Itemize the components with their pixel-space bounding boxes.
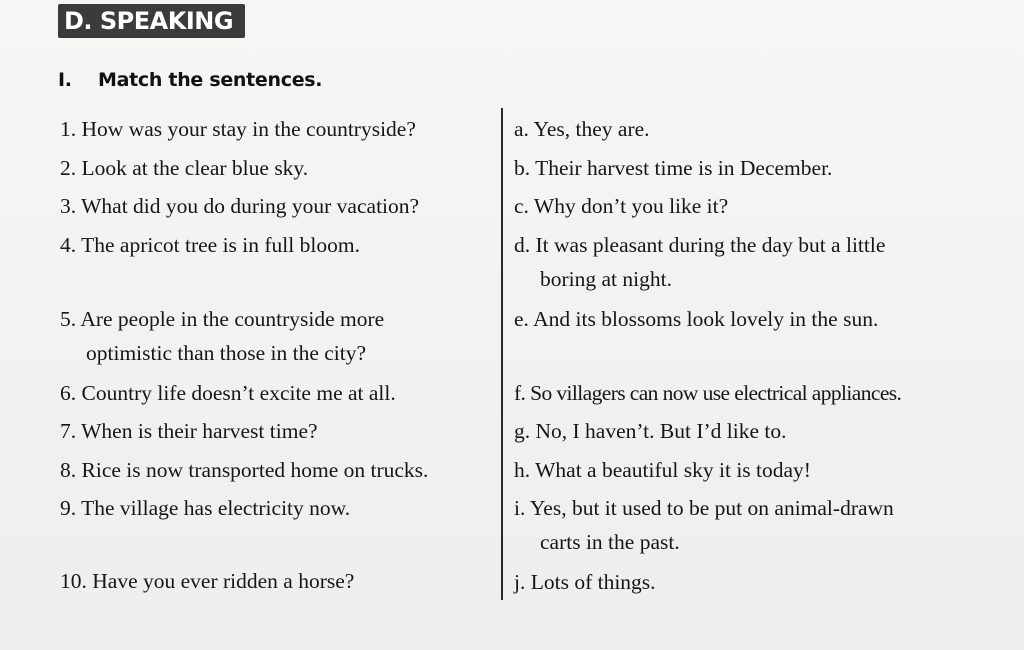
question-item bbox=[60, 151, 498, 190]
answer-item bbox=[514, 453, 954, 492]
question-item bbox=[60, 228, 498, 302]
question-item bbox=[60, 491, 498, 530]
question-text: 7. When is their harvest time? bbox=[60, 419, 318, 443]
answer-text-continued: carts in the past. bbox=[540, 530, 680, 554]
task-text: Match the sentences. bbox=[98, 69, 323, 91]
answer-item bbox=[514, 565, 954, 604]
question-text: 6. Country life doesn’t excite me at all. bbox=[60, 380, 396, 405]
question-text: 4. The apricot tree is in full bloom. bbox=[60, 232, 360, 257]
column-divider bbox=[501, 108, 503, 600]
questions-column bbox=[60, 112, 498, 602]
question-item bbox=[60, 376, 498, 415]
answer-text: f. So villagers can now use electrical appliances. bbox=[514, 380, 902, 405]
answer-text: i. Yes, but it used to be put on animal-drawn bbox=[514, 496, 894, 520]
answer-item bbox=[514, 302, 954, 376]
answer-item bbox=[514, 151, 954, 190]
question-text: 2. Look at the clear blue sky. bbox=[60, 155, 309, 180]
question-text: 10. Have you ever ridden a horse? bbox=[60, 568, 355, 593]
answers-column bbox=[514, 112, 954, 604]
question-text: 8. Rice is now transported home on trucks. bbox=[60, 457, 429, 482]
answer-text: c. Why don’t you like it? bbox=[514, 194, 729, 218]
question-text: 1. How was your stay in the countryside? bbox=[60, 117, 416, 141]
question-item bbox=[60, 112, 498, 151]
task-number: I. bbox=[58, 69, 72, 91]
question-item bbox=[60, 453, 498, 492]
answer-text: d. It was pleasant during the day but a little bbox=[514, 232, 886, 257]
question-text: 3. What did you do during your vacation? bbox=[60, 194, 420, 218]
answer-item bbox=[514, 112, 954, 151]
answer-item bbox=[514, 189, 954, 228]
question-text: 5. Are people in the countryside more bbox=[60, 306, 385, 331]
question-text: 9. The village has electricity now. bbox=[60, 496, 351, 520]
answer-text: e. And its blossoms look lovely in the sun. bbox=[514, 306, 879, 331]
section-heading: D. SPEAKING bbox=[58, 4, 245, 38]
answer-item bbox=[514, 414, 954, 453]
answer-text: a. Yes, they are. bbox=[514, 117, 650, 141]
question-text-continued: optimistic than those in the city? bbox=[86, 340, 367, 365]
answer-text-continued: boring at night. bbox=[540, 266, 672, 291]
answer-item bbox=[514, 376, 954, 415]
question-item bbox=[60, 189, 498, 228]
answer-item bbox=[514, 228, 954, 302]
answer-text: j. Lots of things. bbox=[514, 570, 656, 594]
answer-text: h. What a beautiful sky it is today! bbox=[514, 457, 811, 482]
answer-item bbox=[514, 491, 954, 565]
question-item bbox=[60, 564, 498, 603]
answer-text: g. No, I haven’t. But I’d like to. bbox=[514, 419, 787, 443]
question-item bbox=[60, 302, 498, 376]
task-instruction bbox=[58, 66, 322, 94]
answer-text: b. Their harvest time is in December. bbox=[514, 155, 833, 180]
question-item bbox=[60, 414, 498, 453]
